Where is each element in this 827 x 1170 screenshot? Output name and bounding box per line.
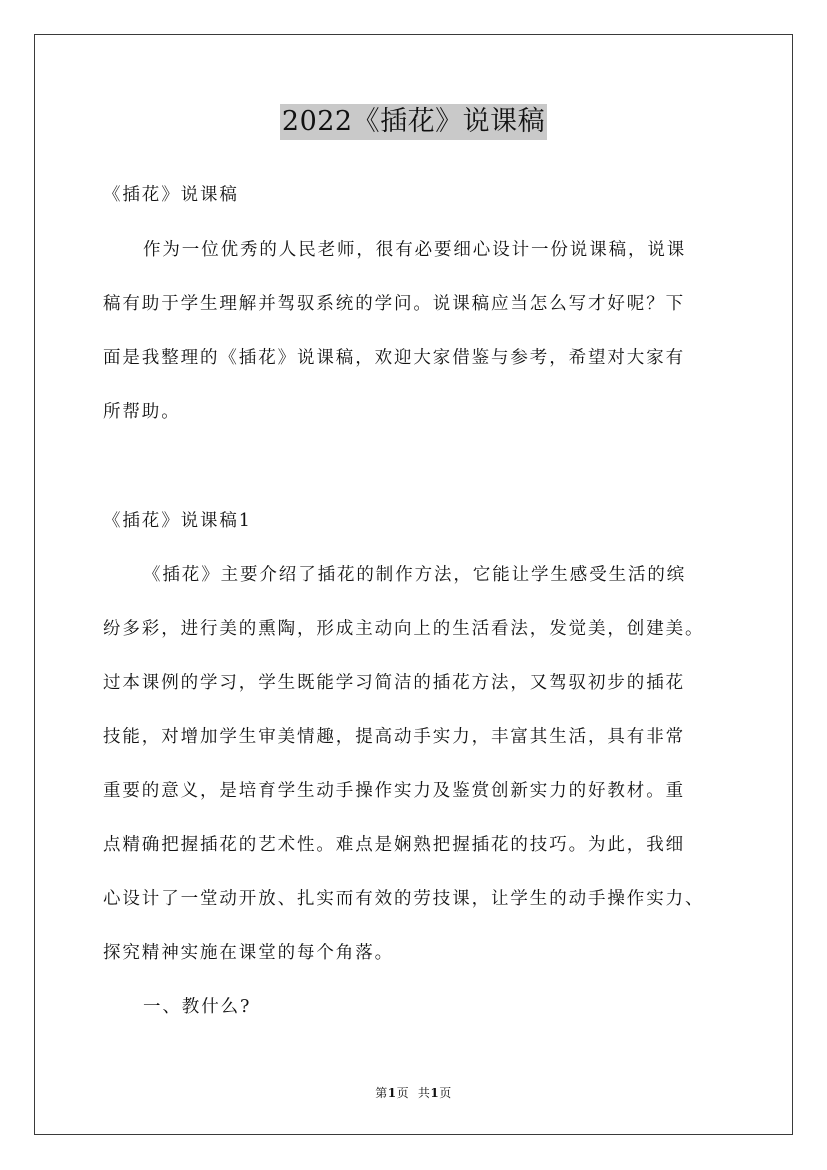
- intro-line-1: 作为一位优秀的人民老师，很有必要细心设计一份说课稿，说课: [143, 240, 687, 260]
- footer-total-suffix: 页: [439, 1086, 452, 1100]
- intro-line-2: 稿有助于学生理解并驾驭系统的学问。说课稿应当怎么写才好呢？下: [103, 294, 685, 314]
- section1-line-3: 过本课例的学习，学生既能学习简洁的插花方法，又驾驭初步的插花: [103, 673, 685, 693]
- footer-page-prefix: 第: [375, 1086, 388, 1100]
- title-container: [0, 104, 827, 140]
- footer-total-number: 1: [430, 1086, 440, 1100]
- footer-page-number: 1: [387, 1086, 397, 1100]
- question-heading: 一、教什么?: [143, 997, 252, 1017]
- footer-total-prefix: 共: [417, 1086, 431, 1100]
- section1-line-7: 心设计了一堂动开放、扎实而有效的劳技课，让学生的动手操作实力、: [103, 889, 705, 909]
- section1-line-1: 《插花》主要介绍了插花的制作方法，它能让学生感受生活的缤: [143, 565, 687, 585]
- section1-line-6: 点精确把握插花的艺术性。难点是娴熟把握插花的技巧。为此，我细: [103, 835, 685, 855]
- subtitle: 《插花》说课稿: [103, 185, 239, 205]
- section1-line-8: 探究精神实施在课堂的每个角落。: [103, 943, 394, 963]
- section1-line-5: 重要的意义，是培育学生动手操作实力及鉴赏创新实力的好教材。重: [103, 781, 685, 801]
- section1-heading: 《插花》说课稿1: [103, 511, 252, 531]
- intro-line-3: 面是我整理的《插花》说课稿，欢迎大家借鉴与参考，希望对大家有: [103, 348, 685, 368]
- document-title: 2022《插花》说课稿: [280, 104, 547, 140]
- page-footer: [0, 1084, 827, 1101]
- intro-line-4: 所帮助。: [103, 402, 181, 422]
- section1-line-2: 纷多彩，进行美的熏陶，形成主动向上的生活看法，发觉美，创建美。: [103, 619, 705, 639]
- footer-page-suffix: 页: [396, 1086, 410, 1100]
- section1-line-4: 技能，对增加学生审美情趣，提高动手实力，丰富其生活，具有非常: [103, 727, 685, 747]
